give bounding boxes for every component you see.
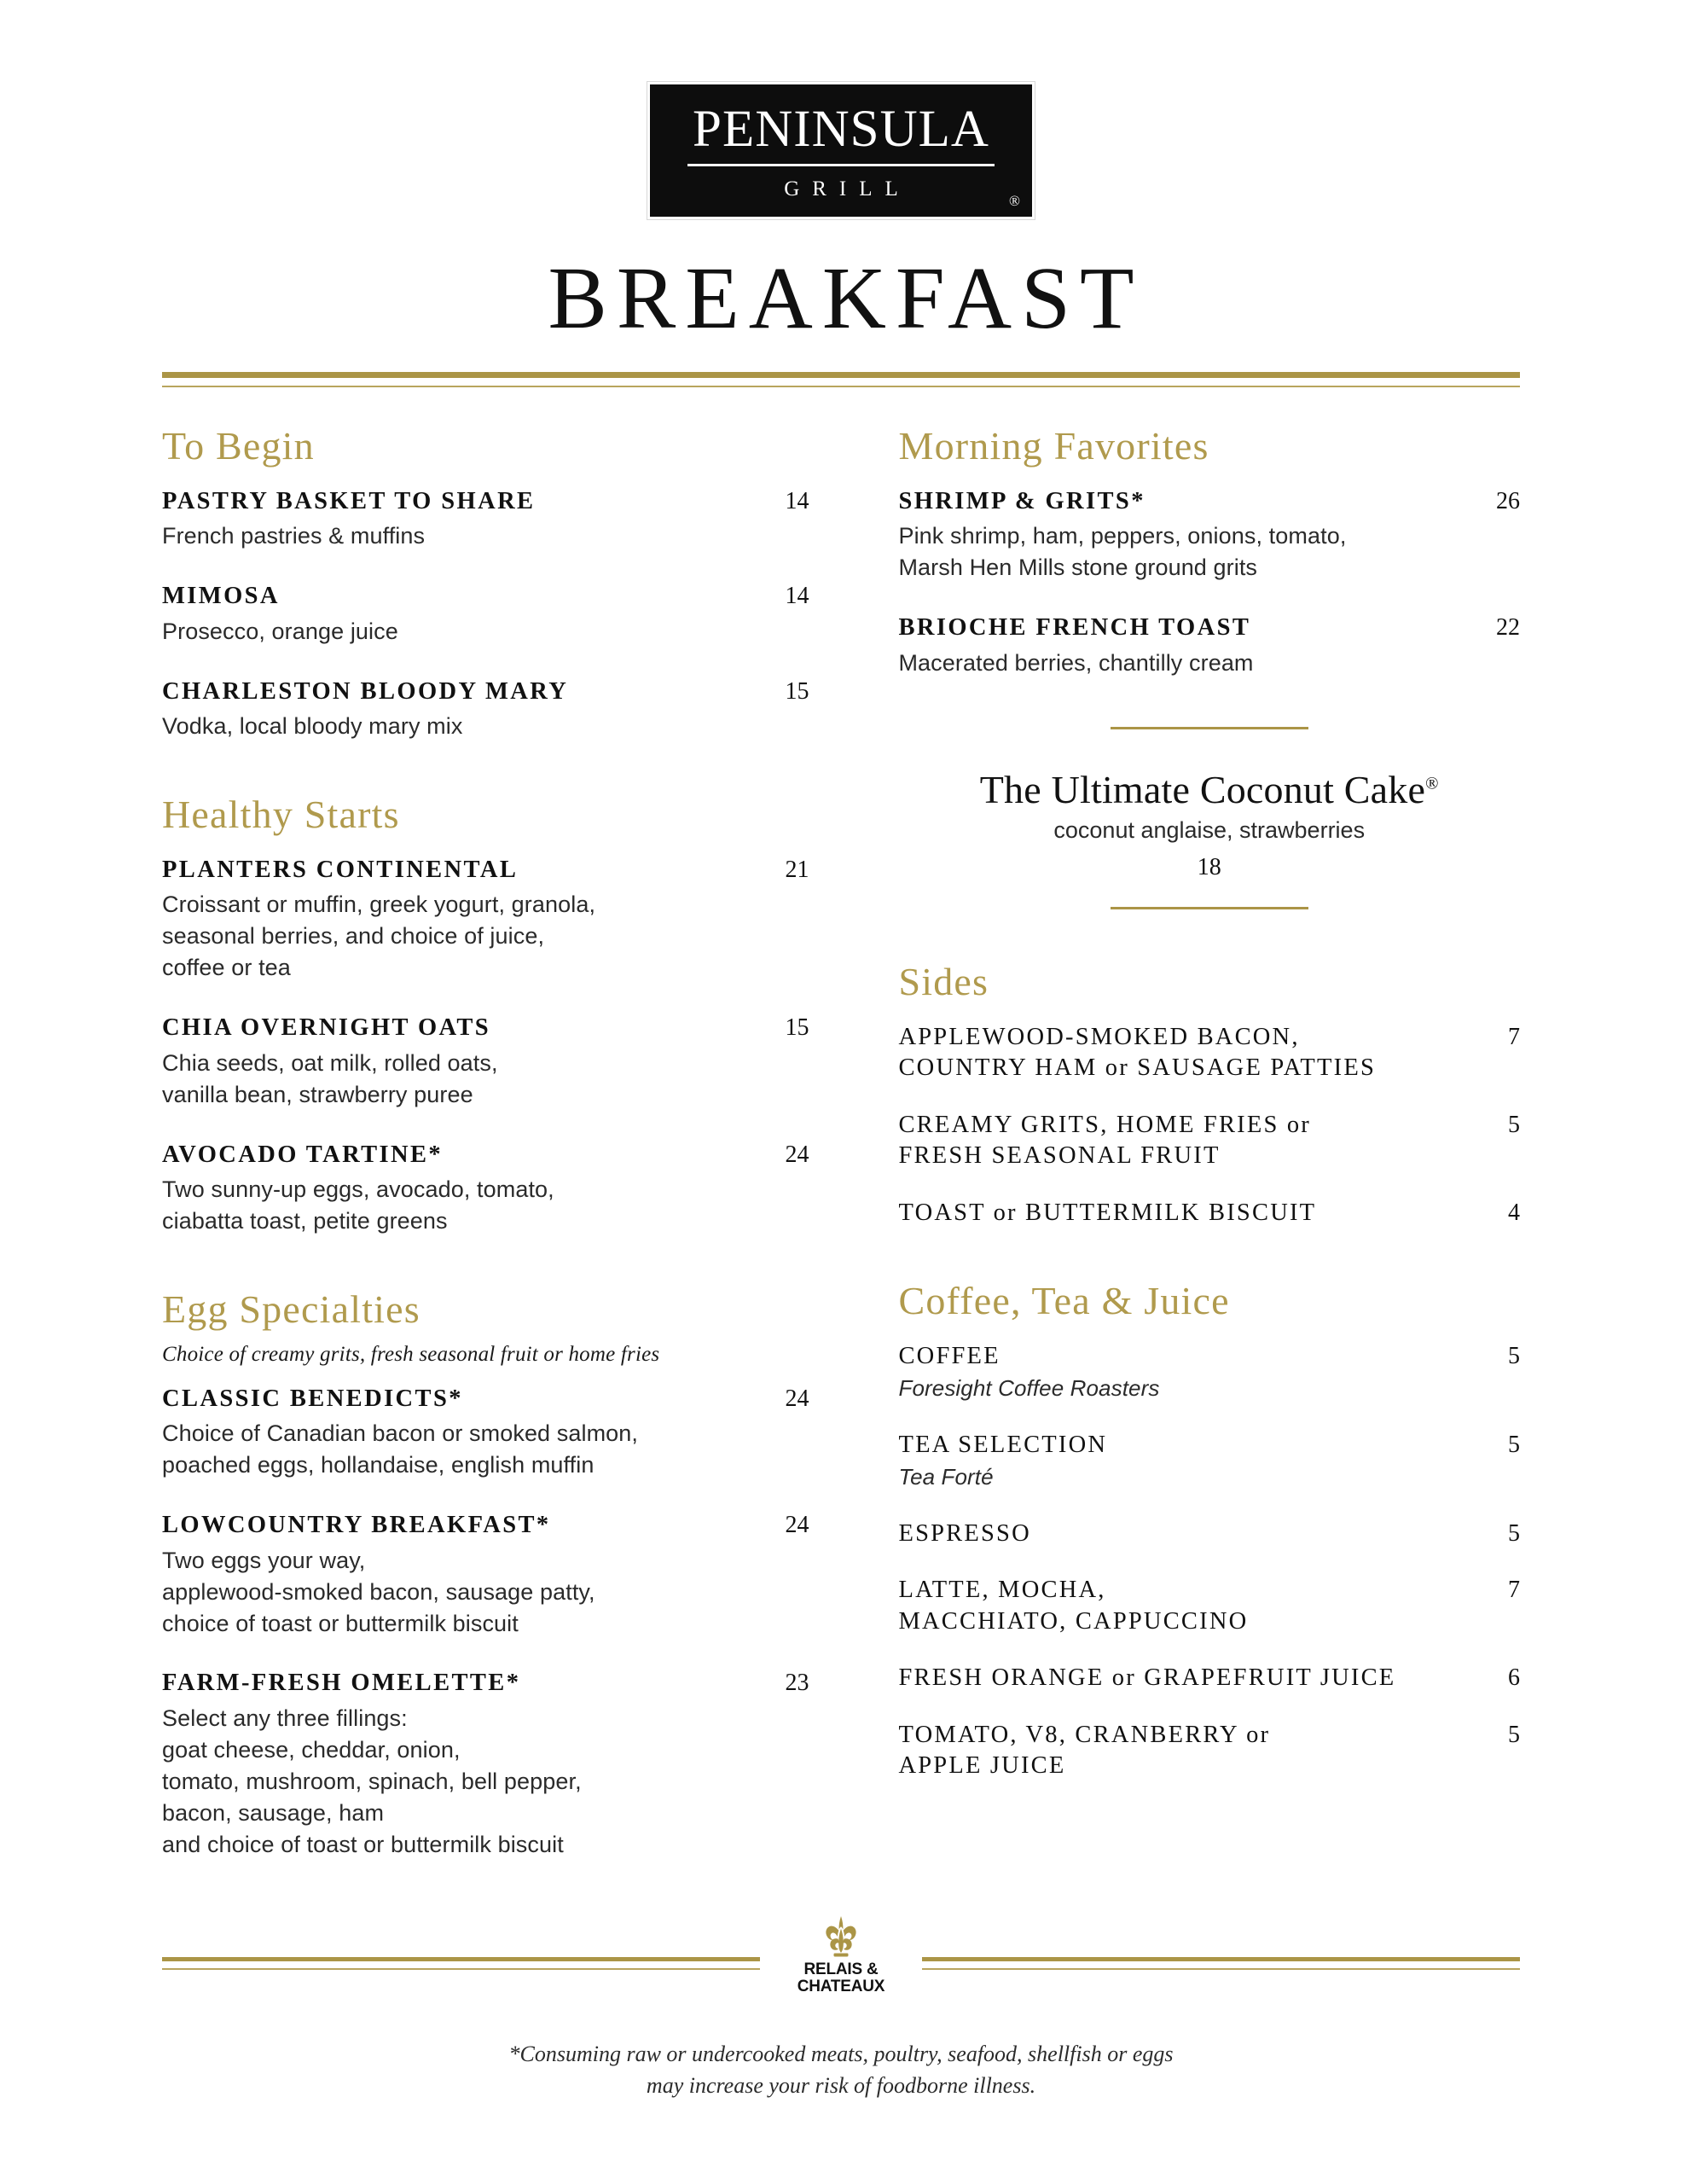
menu-item-header xyxy=(162,1668,809,1699)
registered-trademark-icon: ® xyxy=(1009,193,1020,209)
menu-item-description: Vodka, local bloody mary mix xyxy=(162,713,463,740)
menu-item-description: Prosecco, orange juice xyxy=(162,618,398,644)
menu-item-price: 5 xyxy=(1508,1342,1520,1369)
menu-item-header xyxy=(898,1430,1520,1461)
menu-item-header xyxy=(898,486,1520,517)
menu-item-price: 15 xyxy=(785,677,809,705)
menu-item-header xyxy=(162,1013,809,1043)
menu-item xyxy=(898,1720,1520,1782)
divider-thick-rule xyxy=(922,1957,1520,1961)
menu-item xyxy=(162,1668,809,1860)
feature-title-text: The Ultimate Coconut Cake xyxy=(979,767,1426,811)
menu-columns xyxy=(162,425,1520,1861)
feature-bottom-rule xyxy=(1111,907,1308,909)
registered-trademark-icon: ® xyxy=(1425,774,1439,793)
section-egg-specialties xyxy=(162,1288,809,1861)
menu-item-name: LATTE, MOCHA, MACCHIATO, CAPPUCCINO xyxy=(898,1577,1249,1635)
divider-thin-rule xyxy=(162,386,1520,387)
menu-item-description: Macerated berries, chantilly cream xyxy=(898,649,1254,676)
feature-title xyxy=(898,769,1520,812)
menu-item-price: 22 xyxy=(1496,614,1520,642)
menu-item-header xyxy=(162,855,809,886)
section-heading: To Begin xyxy=(162,424,315,468)
column-gutter xyxy=(809,425,898,1861)
menu-item-name: SHRIMP & GRITS* xyxy=(898,487,1146,514)
menu-item-header xyxy=(162,486,809,517)
section-heading: Sides xyxy=(898,960,989,1004)
relais-chateaux-line2: CHATEAUX xyxy=(797,1977,885,1995)
menu-item-header xyxy=(898,1022,1520,1084)
menu-item-description: Two sunny-up eggs, avocado, tomato, ciabatta toast, petite greens xyxy=(162,1176,554,1234)
menu-item-name: TOMATO, V8, CRANBERRY or APPLE JUICE xyxy=(898,1721,1271,1780)
relais-chateaux-line1: RELAIS & xyxy=(803,1960,879,1979)
menu-item-price: 5 xyxy=(1508,1721,1520,1748)
disclaimer-line2: may increase your risk of foodborne illness. xyxy=(646,2073,1036,2099)
menu-item-price: 24 xyxy=(785,1385,809,1412)
footer xyxy=(162,1924,1520,2102)
menu-item-header xyxy=(162,1384,809,1414)
disclaimer-line1: *Consuming raw or undercooked meats, poultry, seafood, shellfish or eggs xyxy=(508,2042,1174,2067)
section-subtitle: Choice of creamy grits, fresh seasonal fruit or home fries xyxy=(162,1342,660,1366)
header-divider xyxy=(162,372,1520,387)
menu-item-name: PLANTERS CONTINENTAL xyxy=(162,856,519,883)
menu-item-description: Foresight Coffee Roasters xyxy=(898,1375,1160,1402)
menu-item-name: TEA SELECTION xyxy=(898,1431,1108,1458)
menu-item-price: 24 xyxy=(785,1141,809,1168)
menu-item-name: CHIA OVERNIGHT OATS xyxy=(162,1014,491,1042)
right-column xyxy=(898,425,1520,1861)
menu-item-price: 7 xyxy=(1508,1577,1520,1604)
menu-item-header xyxy=(898,1720,1520,1782)
menu-item xyxy=(162,1013,809,1110)
section-sides xyxy=(898,961,1520,1228)
menu-item-name: TOAST or BUTTERMILK BISCUIT xyxy=(898,1199,1317,1226)
menu-item xyxy=(898,1430,1520,1493)
menu-item-price: 6 xyxy=(1508,1664,1520,1692)
menu-item-price: 14 xyxy=(785,583,809,610)
fleur-de-lis-icon xyxy=(821,1915,861,1960)
menu-item xyxy=(162,486,809,552)
divider-thin-rule xyxy=(922,1968,1520,1970)
menu-item xyxy=(898,1519,1520,1549)
menu-item-description: Croissant or muffin, greek yogurt, granola, seasonal berries, and choice of juice, coffee or tea xyxy=(162,892,596,981)
menu-item-name: LOWCOUNTRY BREAKFAST* xyxy=(162,1512,551,1539)
section-to-begin xyxy=(162,425,809,742)
section-heading: Egg Specialties xyxy=(162,1287,420,1332)
menu-item-name: BRIOCHE FRENCH TOAST xyxy=(898,614,1251,642)
menu-item-description: Chia seeds, oat milk, rolled oats, vanilla bean, strawberry puree xyxy=(162,1049,498,1107)
menu-item-header xyxy=(898,1341,1520,1372)
menu-item-description: Pink shrimp, ham, peppers, onions, tomato, Marsh Hen Mills stone ground grits xyxy=(898,523,1347,581)
divider-thin-rule xyxy=(162,1968,760,1970)
feature-top-rule xyxy=(1111,727,1308,729)
menu-item-header xyxy=(162,677,809,707)
menu-item-name: CHARLESTON BLOODY MARY xyxy=(162,677,569,705)
menu-item-price: 7 xyxy=(1508,1023,1520,1050)
menu-item-name: PASTRY BASKET TO SHARE xyxy=(162,487,536,514)
menu-item xyxy=(162,1510,809,1639)
footnote-disclaimer xyxy=(162,2039,1520,2102)
menu-item-price: 24 xyxy=(785,1512,809,1539)
logo-wordmark: PENINSULA xyxy=(687,103,995,166)
menu-item xyxy=(162,1384,809,1481)
footer-divider-bar xyxy=(162,1924,1520,2003)
menu-item-header xyxy=(898,1663,1520,1693)
menu-item xyxy=(898,1110,1520,1172)
logo-subwordmark: GRILL xyxy=(784,177,911,200)
menu-item-header xyxy=(162,1140,809,1170)
menu-item-price: 5 xyxy=(1508,1431,1520,1458)
menu-item-name: APPLEWOOD-SMOKED BACON, COUNTRY HAM or SAUSAGE PATTIES xyxy=(898,1023,1377,1082)
menu-item-price: 15 xyxy=(785,1014,809,1042)
menu-item xyxy=(162,581,809,647)
menu-item xyxy=(898,1663,1520,1693)
relais-chateaux-name xyxy=(760,1961,922,1995)
menu-item xyxy=(162,1140,809,1237)
menu-item-name: MIMOSA xyxy=(162,583,280,610)
menu-item-price: 26 xyxy=(1496,487,1520,514)
menu-item-description: French pastries & muffins xyxy=(162,523,426,549)
menu-item xyxy=(898,1198,1520,1228)
peninsula-grill-logo xyxy=(647,82,1035,219)
menu-item-price: 5 xyxy=(1508,1111,1520,1138)
section-heading: Morning Favorites xyxy=(898,424,1209,468)
menu-item-price: 23 xyxy=(785,1670,809,1697)
section-heading: Healthy Starts xyxy=(162,793,400,837)
page-title: BREAKFAST xyxy=(548,249,1144,347)
menu-item xyxy=(898,613,1520,678)
menu-item-price: 14 xyxy=(785,487,809,514)
section-healthy-starts xyxy=(162,793,809,1237)
menu-item-price: 5 xyxy=(1508,1519,1520,1547)
footer-divider-left xyxy=(162,1957,760,1970)
feature-coconut-cake xyxy=(898,727,1520,910)
menu-item-name: CREAMY GRITS, HOME FRIES or FRESH SEASONAL FRUIT xyxy=(898,1111,1311,1170)
menu-item-price: 4 xyxy=(1508,1199,1520,1226)
menu-item-header xyxy=(898,1519,1520,1549)
menu-item xyxy=(898,1341,1520,1404)
menu-item-price: 21 xyxy=(785,856,809,883)
divider-thick-rule xyxy=(162,372,1520,378)
menu-item-header xyxy=(898,1198,1520,1228)
menu-item-description: Select any three fillings: goat cheese, cheddar, onion, tomato, mushroom, spinach, bell pepper, bacon, sausage, ham and choice of toast or buttermilk biscuit xyxy=(162,1705,582,1857)
menu-item-header xyxy=(898,1575,1520,1637)
section-heading: Coffee, Tea & Juice xyxy=(898,1279,1230,1323)
section-morning-favorites xyxy=(898,425,1520,678)
menu-item-name: AVOCADO TARTINE* xyxy=(162,1141,444,1168)
section-coffee-tea-juice xyxy=(898,1280,1520,1782)
divider-thick-rule xyxy=(162,1957,760,1961)
menu-item xyxy=(162,855,809,984)
menu-item-header xyxy=(162,1510,809,1541)
masthead xyxy=(162,0,1520,345)
menu-item xyxy=(162,677,809,742)
footer-divider-right xyxy=(922,1957,1520,1970)
feature-price: 18 xyxy=(1197,854,1221,881)
menu-item-header xyxy=(898,613,1520,643)
menu-item xyxy=(898,486,1520,584)
menu-item-description: Choice of Canadian bacon or smoked salmon, poached eggs, hollandaise, english muffin xyxy=(162,1420,639,1478)
menu-item xyxy=(898,1022,1520,1084)
feature-description: coconut anglaise, strawberries xyxy=(1053,817,1366,844)
menu-item-name: FARM-FRESH OMELETTE* xyxy=(162,1670,521,1697)
menu-item-header xyxy=(162,581,809,612)
menu-item-name: COFFEE xyxy=(898,1342,1000,1369)
menu-item-name: CLASSIC BENEDICTS* xyxy=(162,1385,463,1412)
menu-item-header xyxy=(898,1110,1520,1172)
menu-item xyxy=(898,1575,1520,1637)
menu-item-description: Two eggs your way, applewood-smoked bacon, sausage patty, choice of toast or buttermilk biscuit xyxy=(162,1547,595,1636)
left-column xyxy=(162,425,809,1861)
menu-item-name: FRESH ORANGE or GRAPEFRUIT JUICE xyxy=(898,1664,1396,1692)
menu-item-name: ESPRESSO xyxy=(898,1519,1031,1547)
menu-item-description: Tea Forté xyxy=(898,1464,994,1490)
relais-chateaux-logo xyxy=(760,1915,922,1995)
